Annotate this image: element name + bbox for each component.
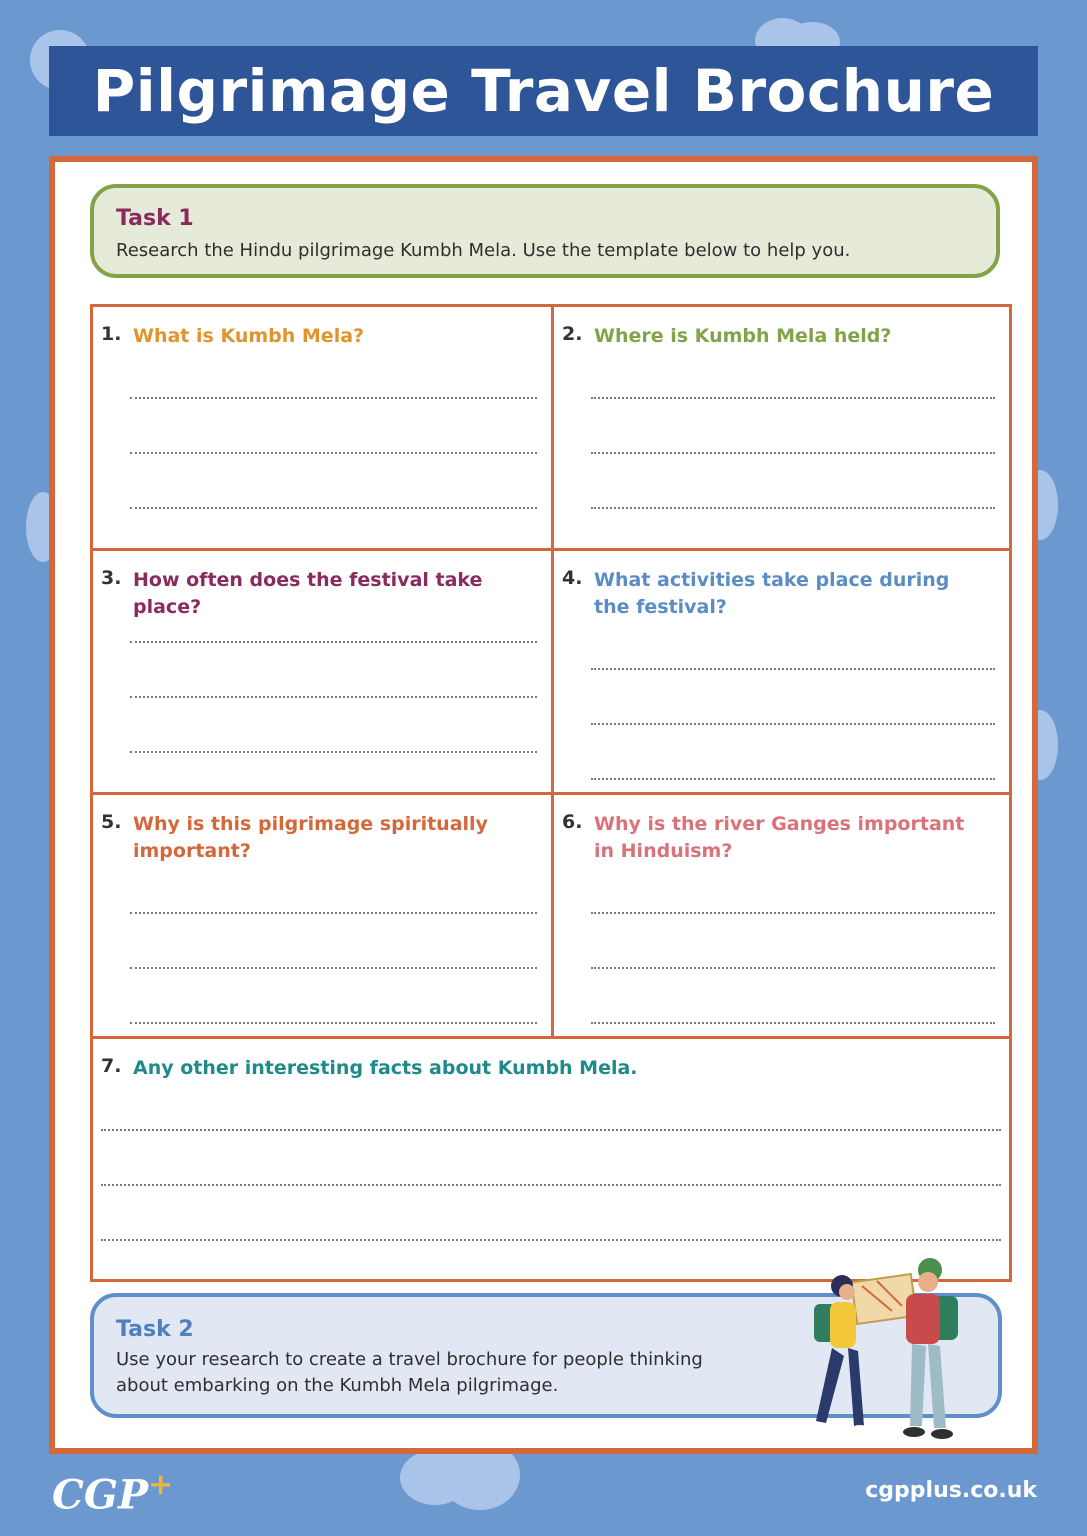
answer-line[interactable]: [130, 696, 537, 698]
task1-heading: Task 1: [116, 206, 194, 231]
answer-line[interactable]: [130, 507, 537, 509]
question-cell-3: [93, 551, 551, 792]
answer-line[interactable]: [591, 452, 995, 454]
question-number: 3.: [101, 567, 122, 589]
answer-line[interactable]: [130, 751, 537, 753]
question-number: 5.: [101, 811, 122, 833]
question-cell-7: [93, 1039, 1009, 1279]
question-text: Why is this pilgrimage spiritually important?: [133, 813, 488, 862]
task2-text: Use your research to create a travel brochure for people thinking about embarking on the Kumbh Mela pilgrimage.: [116, 1349, 703, 1396]
task2-heading: Task 2: [116, 1317, 194, 1342]
answer-line[interactable]: [130, 1022, 537, 1024]
question-text: How often does the festival take place?: [133, 569, 483, 618]
question-number: 2.: [562, 323, 583, 345]
answer-line[interactable]: [591, 912, 995, 914]
question-cell-5: [93, 795, 551, 1036]
answer-line[interactable]: [591, 723, 995, 725]
answer-line[interactable]: [101, 1129, 1001, 1131]
answer-line[interactable]: [591, 507, 995, 509]
task1-text: Research the Hindu pilgrimage Kumbh Mela. Use the template below to help you.: [116, 240, 851, 261]
answer-line[interactable]: [101, 1184, 1001, 1186]
question-number: 6.: [562, 811, 583, 833]
hikers-illustration: [792, 1256, 972, 1446]
question-cell-1: [93, 307, 551, 548]
question-cell-4: [554, 551, 1009, 792]
question-number: 1.: [101, 323, 122, 345]
answer-line[interactable]: [101, 1239, 1001, 1241]
question-grid: [90, 304, 1012, 1282]
answer-line[interactable]: [591, 967, 995, 969]
question-text: What is Kumbh Mela?: [133, 325, 365, 347]
answer-line[interactable]: [591, 1022, 995, 1024]
footer-url[interactable]: cgpplus.co.uk: [865, 1478, 1037, 1503]
answer-line[interactable]: [130, 912, 537, 914]
task1-box: [90, 184, 1000, 278]
question-number: 4.: [562, 567, 583, 589]
answer-line[interactable]: [130, 641, 537, 643]
answer-line[interactable]: [591, 668, 995, 670]
question-text: What activities take place during the festival?: [594, 569, 950, 618]
header-bar: [49, 46, 1038, 136]
answer-line[interactable]: [130, 452, 537, 454]
answer-line[interactable]: [130, 397, 537, 399]
question-text: Any other interesting facts about Kumbh Mela.: [133, 1057, 638, 1079]
page-title: Pilgrimage Travel Brochure: [92, 57, 995, 125]
cgp-logo: [52, 1467, 173, 1518]
answer-line[interactable]: [591, 397, 995, 399]
question-text: Where is Kumbh Mela held?: [594, 325, 892, 347]
question-text: Why is the river Ganges important in Hinduism?: [594, 813, 965, 862]
answer-line[interactable]: [130, 967, 537, 969]
question-number: 7.: [101, 1055, 122, 1077]
question-cell-2: [554, 307, 1009, 548]
cgp-logo-plus: +: [148, 1467, 174, 1502]
answer-line[interactable]: [591, 778, 995, 780]
question-cell-6: [554, 795, 1009, 1036]
cgp-logo-text: CGP: [52, 1471, 149, 1519]
